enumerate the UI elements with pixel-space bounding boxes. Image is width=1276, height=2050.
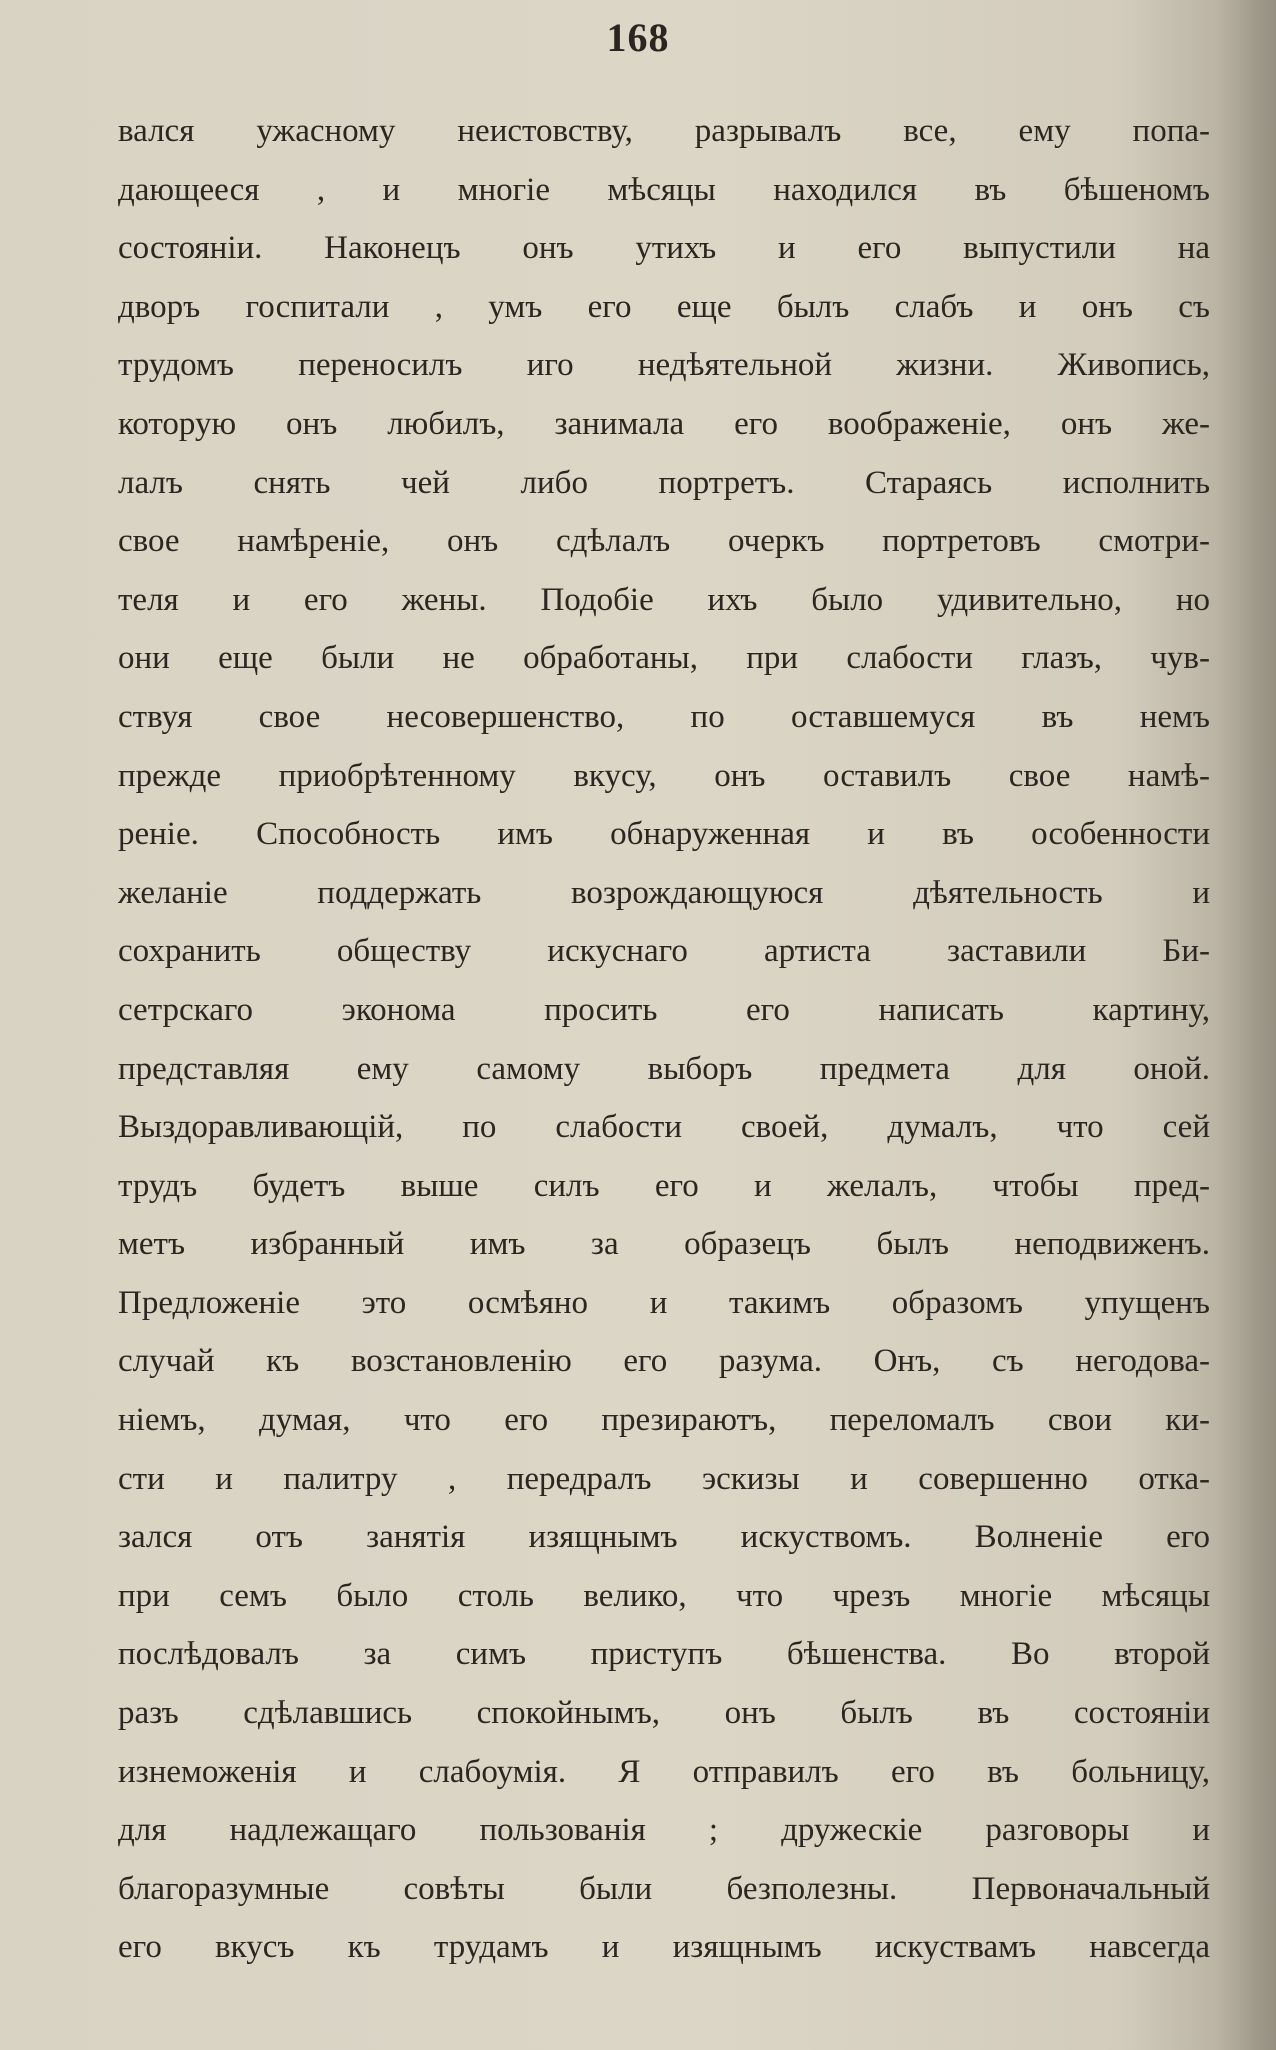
text-line: благоразумные совѣты были безполезны. Первоначальный [118, 1870, 1210, 1907]
text-line: дворъ госпитали , умъ его еще былъ слабъ и онъ съ [118, 288, 1210, 325]
text-line: ніемъ, думая, что его презираютъ, переломалъ свои ки- [118, 1402, 1210, 1439]
text-line: прежде приобрѣтенному вкусу, онъ оставилъ свое намѣ- [118, 757, 1210, 794]
page-edge-shadow [1216, 0, 1276, 2050]
text-line: изнеможенія и слабоумія. Я отправилъ его въ больницу, [118, 1753, 1210, 1790]
body-text [118, 102, 1210, 1977]
text-line: сти и палитру , передралъ эскизы и совершенно отка- [118, 1460, 1210, 1497]
page-number: 168 [606, 15, 670, 60]
text-line: представляя ему самому выборъ предмета для оной. [118, 1050, 1210, 1087]
text-line: ствуя свое несовершенство, по оставшемуся въ немъ [118, 698, 1210, 735]
text-line: при семъ было столь велико, что чрезъ многіе мѣсяцы [118, 1577, 1210, 1614]
text-line: которую онъ любилъ, занимала его воображеніе, онъ же- [118, 405, 1210, 442]
text-line: послѣдовалъ за симъ приступъ бѣшенства. Во второй [118, 1636, 1210, 1673]
text-line: реніе. Способность имъ обнаруженная и въ особенности [118, 816, 1210, 853]
text-line: лалъ снять чей либо портретъ. Стараясь исполнить [118, 464, 1210, 501]
text-line: Предложеніе это осмѣяно и такимъ образомъ упущенъ [118, 1284, 1210, 1321]
text-line: дающееся , и многіе мѣсяцы находился въ бѣшеномъ [118, 171, 1210, 208]
text-line: его вкусъ къ трудамъ и изящнымъ искуствамъ навсегда [118, 1929, 1210, 1966]
text-line: трудомъ переносилъ иго недѣятельной жизни. Живопись, [118, 347, 1210, 384]
text-line: случай къ возстановленію его разума. Онъ, съ негодова- [118, 1343, 1210, 1380]
text-line: для надлежащаго пользованія ; дружескіе разговоры и [118, 1812, 1210, 1849]
text-line: желаніе поддержать возрождающуюся дѣятельность и [118, 874, 1210, 911]
text-line: вался ужасному неистовству, разрывалъ все, ему попа- [118, 113, 1210, 149]
text-line: метъ избранный имъ за образецъ былъ неподвиженъ. [118, 1226, 1210, 1263]
text-line: они еще были не обработаны, при слабости глазъ, чув- [118, 640, 1210, 677]
text-line: трудъ будетъ выше силъ его и желалъ, чтобы пред- [118, 1167, 1210, 1204]
text-line: теля и его жены. Подобіе ихъ было удивительно, но [118, 581, 1210, 618]
text-line: Выздоравливающій, по слабости своей, думалъ, что сей [118, 1109, 1210, 1146]
text-line: сохранить обществу искуснаго артиста заставили Би- [118, 933, 1210, 970]
text-line: сетрскаго эконома просить его написать картину, [118, 991, 1210, 1028]
text-line: разъ сдѣлавшись спокойнымъ, онъ былъ въ состояніи [118, 1695, 1210, 1732]
text-line: состояніи. Наконецъ онъ утихъ и его выпустили на [118, 230, 1210, 267]
text-line: зался отъ занятія изящнымъ искуствомъ. Волненіе его [118, 1519, 1210, 1556]
text-line: свое намѣреніе, онъ сдѣлалъ очеркъ портретовъ смотри- [118, 523, 1210, 560]
